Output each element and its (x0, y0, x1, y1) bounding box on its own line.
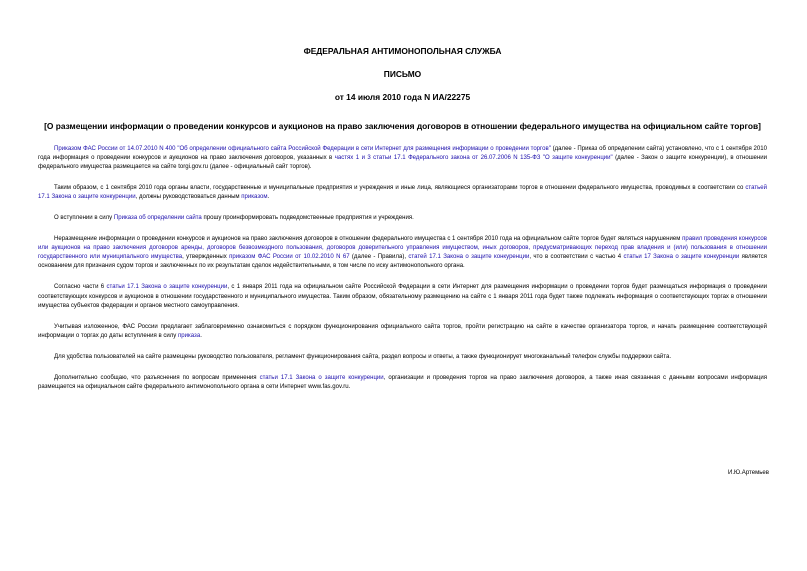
document-date-number: от 14 июля 2010 года N ИА/22275 (334, 92, 471, 102)
paragraph-text: . (267, 193, 270, 200)
paragraph-text: , организации и проведения торгов на право заключения договоров, а также иная связанная с данными вопросами информация размещается на официальном сайте федерального антимонопольного органа в сети Интернет www.fas.gov.ru. (38, 375, 767, 391)
agency-title: ФЕДЕРАЛЬНАЯ АНТИМОНОПОЛЬНАЯ СЛУЖБА (303, 46, 502, 56)
letter-body (38, 145, 767, 393)
signature: И.Ю.Артемьев (727, 470, 769, 476)
paragraph-text: (далее - Закон о защите конкуренции), в отношении федерального имущества размещается на сайте torgi.gov.ru (далее - официальный сайт торгов). (38, 154, 768, 170)
paragraph-text: является основанием для признания судом торгов и заключенных по их результатам сделок недействительными, в том числе по иску антимонопольного органа. (38, 254, 767, 270)
paragraph (38, 323, 767, 341)
paragraph-text: Неразмещение информации о проведении конкурсов и аукционов на право заключения договоров в отношении федерального имущества с 1 сентября 2010 года на официальном сайте торгов будет являться нарушением (54, 236, 683, 243)
document-link[interactable]: статей 17.1 Закона о защите конкуренции (408, 254, 530, 261)
document-subject: [О размещении информации о проведении конкурсов и аукционов на право заключения договоров в отношении федерального имущества на официальном сайте торгов] (44, 121, 761, 131)
document-link[interactable]: Приказом ФАС России от 14.07.2010 N 400 "Об определении официального сайта Российской Федерации в сети Интернет для размещения информации о проведении торгов" (54, 145, 551, 152)
paragraph-text: , с 1 января 2011 года на официальном сайте Российской Федерации в сети Интернет для размещения информации о проведении торгов будет размещаться информация о проведении соответствующих конкурсов и аукционов в отношении государственного и муниципального имущества. Таким образом, обязательному размещению на сайте с 1 января 2011 года будет также подлежать информация о соответствующих торгах в отношении имущества субъектов федерации и органов местного самоуправления. (38, 284, 767, 309)
paragraph (38, 184, 767, 202)
paragraph-text: Учитывая изложенное, ФАС России предлагает заблаговременно ознакомиться с порядком функционирования официального сайта торгов, пройти регистрацию на сайте в качестве организатора торгов, и начать размещение соответствующей информации о торгах до даты вступления в силу (38, 323, 767, 339)
document-link[interactable]: статьи 17.1 Закона о защите конкуренции (106, 284, 228, 291)
document-link[interactable]: частях 1 и 3 статьи 17.1 Федерального закона от 26.07.2006 N 135-ФЗ "О защите конкуренции" (334, 154, 613, 161)
paragraph-text: Дополнительно сообщаю, что разъяснения по вопросам применения (54, 375, 260, 381)
paragraph-text: , что в соответствии с частью 4 (529, 254, 624, 261)
paragraph-text: О вступлении в силу (54, 214, 114, 221)
document-link[interactable]: статьи 17.1 Закона о защите конкуренции (259, 375, 384, 381)
document-link[interactable]: Приказа об определении сайта (113, 214, 202, 221)
document-type: ПИСЬМО (383, 69, 422, 79)
paragraph (38, 283, 767, 310)
document-link[interactable]: правил проведения конкурсов или аукционов на право заключения договоров аренды, договоров безвозмездного пользования, договоров доверительного управления имуществом, иных договоров, предусматривающих переход прав владения и (или) пользования в отношении государственного или муниципального имущества (38, 236, 768, 261)
document-link[interactable]: приказа (177, 332, 201, 339)
paragraph (38, 235, 767, 271)
paragraph-text: Согласно части 6 (54, 284, 107, 291)
paragraph-text: Для удобства пользователей на сайте размещены руководство пользователя, регламент функционирования сайта, раздел вопросы и ответы, а также функционирует многоканальный телефон службы поддержки сайта. (54, 353, 672, 360)
paragraph (38, 214, 767, 223)
document-link[interactable]: статьи 17 Закона о защите конкуренции (623, 254, 740, 261)
paragraph-text: (далее - Правила), (349, 254, 409, 261)
paragraph-text: . (200, 332, 202, 339)
paragraph-text: прошу проинформировать подведомственные предприятия и учреждения. (201, 214, 414, 221)
paragraph (38, 145, 767, 172)
paragraph-text: (далее - Приказ об определении сайта) установлено, что с 1 сентября 2010 года информация о проведении конкурсов и аукционов на право заключения договоров, указанных в (38, 145, 767, 161)
document-link[interactable]: приказом ФАС России от 10.02.2010 N 67 (229, 254, 350, 261)
paragraph-text: , должны руководствоваться данным (135, 193, 242, 200)
paragraph (38, 353, 767, 362)
paragraph (38, 374, 767, 392)
paragraph-text: Таким образом, с 1 сентября 2010 года органы власти, государственные и муниципальные предприятия и учреждения и иные лица, являющиеся организаторами торгов в отношении федерального имущества, проводимых в соответствии со (54, 184, 746, 191)
document-link[interactable]: статьей 17.1 Закона о защите конкуренции (38, 184, 767, 200)
document-link[interactable]: приказом (241, 193, 268, 200)
paragraph-text: , утвержденных (182, 254, 230, 261)
